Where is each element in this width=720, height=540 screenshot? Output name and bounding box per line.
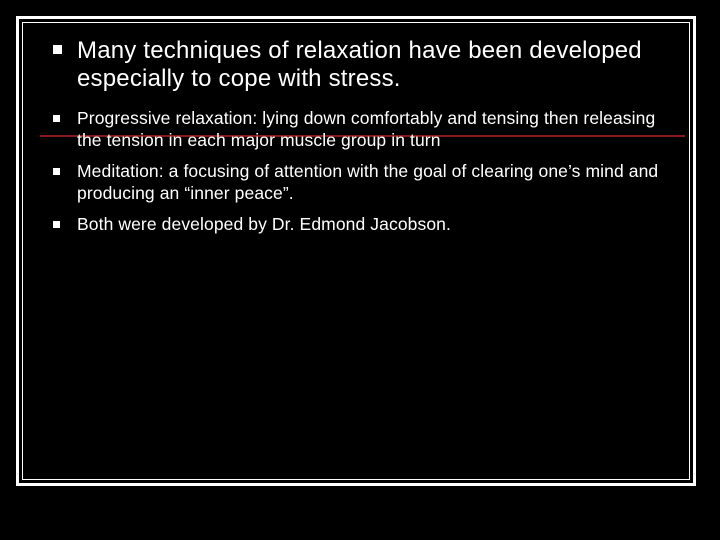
square-bullet-icon <box>53 221 60 228</box>
bullet-text: Progressive relaxation: lying down comfortably and tensing then releasing the tension in each major muscle group in turn <box>77 108 656 150</box>
square-bullet-icon <box>53 168 60 175</box>
bullet-text: Many techniques of relaxation have been developed especially to cope with stress. <box>77 37 642 92</box>
square-bullet-icon <box>53 115 60 122</box>
square-bullet-icon <box>53 45 62 54</box>
bullet-text: Meditation: a focusing of attention with the goal of clearing one’s mind and producing an “inner peace”. <box>77 161 659 203</box>
bullet-text: Both were developed by Dr. Edmond Jacobson. <box>77 214 451 234</box>
